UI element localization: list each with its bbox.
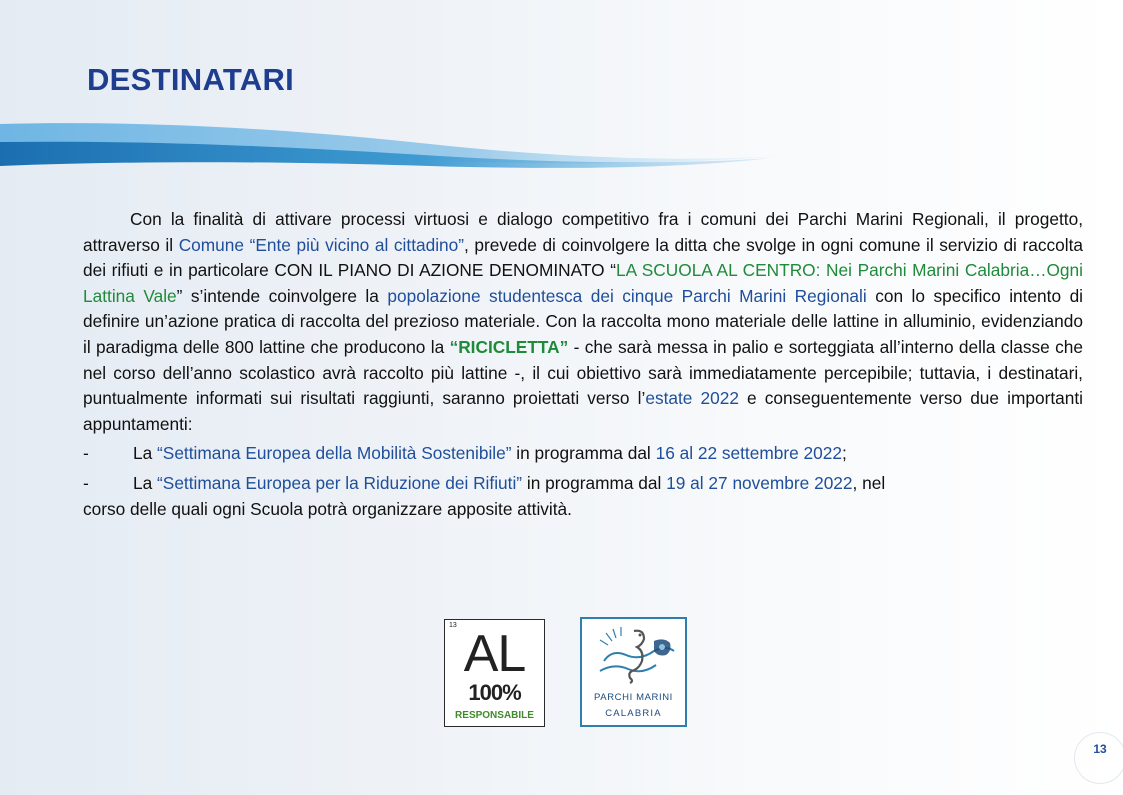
atomic-number: 13 <box>449 622 457 629</box>
text-segment: - che sarà messa in palio e sorteggiata all’interno della classe che nel corso dell’anno scolastico avrà raccolto più lattine -, il cui obiettivo sarà immediatamente percepibile; tuttavia, i destinatari, puntualmente informati sui risultati raggiunti, saranno proiettati verso l’ <box>83 336 1083 409</box>
bullet-dash: - <box>83 472 89 493</box>
text-segment: con lo specifico intento di definire un’azione pratica di raccolta del prezioso materiale. Con la raccolta mono materiale delle lattine in alluminio, evidenziando il paradigma delle 800 lattine che producono la <box>83 285 1084 357</box>
parchi-title: PARCHI MARINI <box>594 692 673 703</box>
highlight-estate: estate 2022 <box>645 388 739 409</box>
al-responsabile-logo <box>444 619 545 727</box>
highlight-scuola: LA SCUOLA AL CENTRO: Nei Parchi Marini Calabria…Ogni Lattina Vale <box>83 260 1083 306</box>
text-segment: , nel <box>852 472 886 493</box>
bullet-text <box>133 441 1083 467</box>
list-item <box>83 441 1083 467</box>
event-dates: 19 al 27 novembre 2022 <box>666 472 853 493</box>
quote-open: “ <box>610 260 616 281</box>
page-number-label: 13 <box>1093 742 1107 756</box>
text-segment: in programma dal <box>522 472 667 493</box>
parchi-marini-logo <box>580 617 687 727</box>
text-segment: Con la finalità di attivare processi virtuosi e dialogo competitivo fra i comuni dei Parchi Marini Regionali, il progetto, attraverso il <box>83 209 1083 255</box>
text-segment: ; <box>841 443 847 464</box>
page-number <box>1074 732 1123 784</box>
event-name: “Settimana Europea della Mobilità Sostenibile” <box>157 443 512 464</box>
text-segment: , prevede di coinvolgere la ditta che svolge in ogni comune il servizio di raccolta dei rifiuti e in particolare CON IL PIANO DI AZIONE DENOMINATO <box>83 234 1083 281</box>
element-symbol: AL <box>463 625 526 683</box>
quote-close: ” <box>176 285 183 306</box>
event-dates: 16 al 22 settembre 2022 <box>655 443 842 464</box>
seahorse-emblem-icon <box>582 621 685 691</box>
highlight-comune: Comune “Ente più vicino al cittadino” <box>178 234 465 255</box>
text-segment: La <box>133 472 158 493</box>
text-segment: La <box>133 443 158 464</box>
event-name: “Settimana Europea per la Riduzione dei Rifiuti” <box>157 472 523 493</box>
intro-paragraph <box>83 207 1083 437</box>
slide-title: DESTINATARI <box>87 62 295 97</box>
responsabile-label: RESPONSABILE <box>455 710 534 721</box>
highlight-popolazione: popolazione studentesca dei cinque Parchi Marini Regionali <box>387 285 867 306</box>
text-segment: in programma dal <box>511 443 656 464</box>
text-segment: s’intende coinvolgere la <box>182 285 388 306</box>
wave-decoration <box>0 112 780 172</box>
parchi-subtitle: CALABRIA <box>605 708 662 719</box>
text-segment: e conseguentemente verso due importanti appuntamenti: <box>83 388 1083 434</box>
closing-line: corso delle quali ogni Scuola potrà organizzare apposite attività. <box>83 498 572 519</box>
list-item <box>83 471 1083 497</box>
body-text <box>83 207 1083 522</box>
bullet-dash: - <box>83 443 89 464</box>
bullet-text <box>133 471 1083 497</box>
percent-label: 100% <box>468 680 521 705</box>
highlight-riciclettta: “RICICLETTA” <box>449 336 569 357</box>
